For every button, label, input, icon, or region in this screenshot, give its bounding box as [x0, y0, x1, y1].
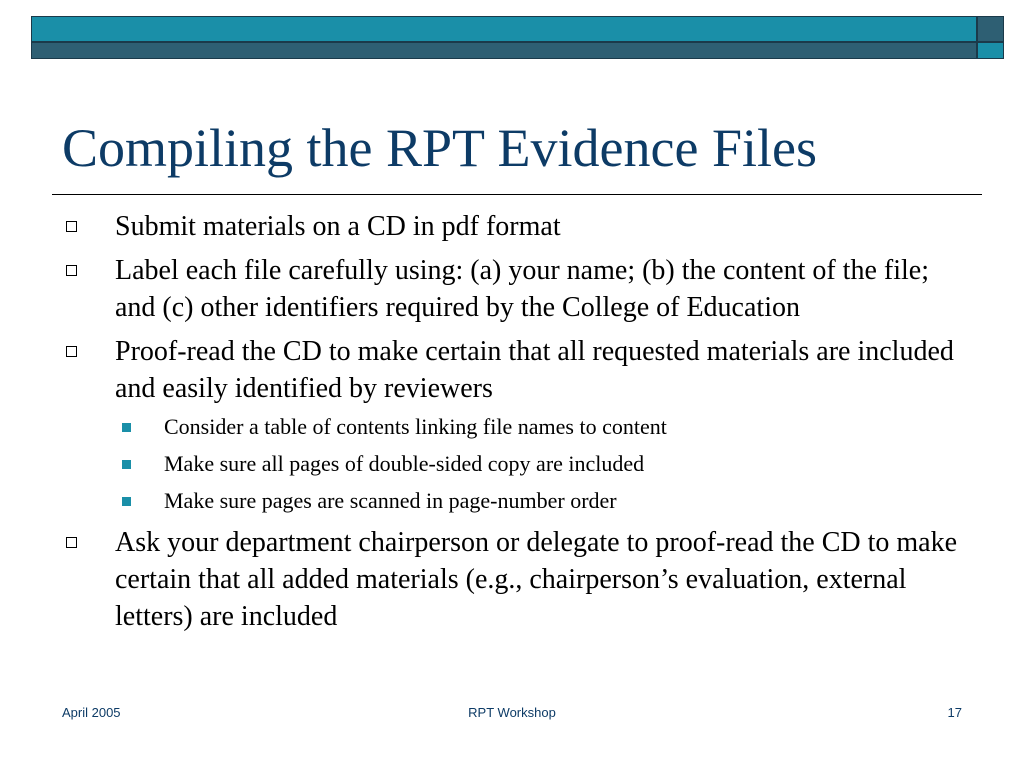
filled-square-bullet-icon — [122, 423, 131, 432]
header-band-corner-bottom — [977, 42, 1004, 59]
sub-bullet-item — [115, 485, 972, 517]
bullet-item — [62, 252, 972, 326]
bullet-text: Ask your department chairperson or delegate to proof-read the CD to make certain that all added materials (e.g., chairperson’s evaluation, external letters) are included — [115, 527, 958, 632]
bullet-item — [62, 333, 972, 517]
title-divider — [52, 194, 982, 195]
slide-number: 17 — [947, 705, 962, 720]
sub-bullet-item — [115, 448, 972, 480]
bullet-item — [62, 208, 972, 245]
header-band-top — [31, 16, 977, 42]
slide-title: Compiling the RPT Evidence Files — [62, 118, 817, 178]
hollow-square-bullet-icon — [66, 346, 77, 357]
hollow-square-bullet-icon — [66, 221, 77, 232]
footer-title: RPT Workshop — [468, 705, 556, 720]
sub-bullet-list — [115, 411, 972, 517]
filled-square-bullet-icon — [122, 460, 131, 469]
bullet-text: Label each file carefully using: (a) your name; (b) the content of the file; and (c) other identifiers required by the College of Education — [115, 255, 929, 323]
header-band-corner-top — [977, 16, 1004, 42]
bullet-text: Submit materials on a CD in pdf format — [115, 211, 561, 242]
sub-bullet-text: Make sure all pages of double-sided copy are included — [164, 451, 645, 476]
bullet-list — [62, 208, 972, 642]
bullet-item — [62, 524, 972, 635]
hollow-square-bullet-icon — [66, 537, 77, 548]
bullet-text: Proof-read the CD to make certain that all requested materials are included and easily identified by reviewers — [115, 336, 954, 404]
header-band-bottom — [31, 42, 977, 59]
hollow-square-bullet-icon — [66, 265, 77, 276]
filled-square-bullet-icon — [122, 497, 131, 506]
sub-bullet-item — [115, 411, 972, 443]
footer-date: April 2005 — [62, 705, 121, 720]
sub-bullet-text: Consider a table of contents linking file names to content — [164, 414, 667, 439]
sub-bullet-text: Make sure pages are scanned in page-number order — [164, 488, 617, 513]
